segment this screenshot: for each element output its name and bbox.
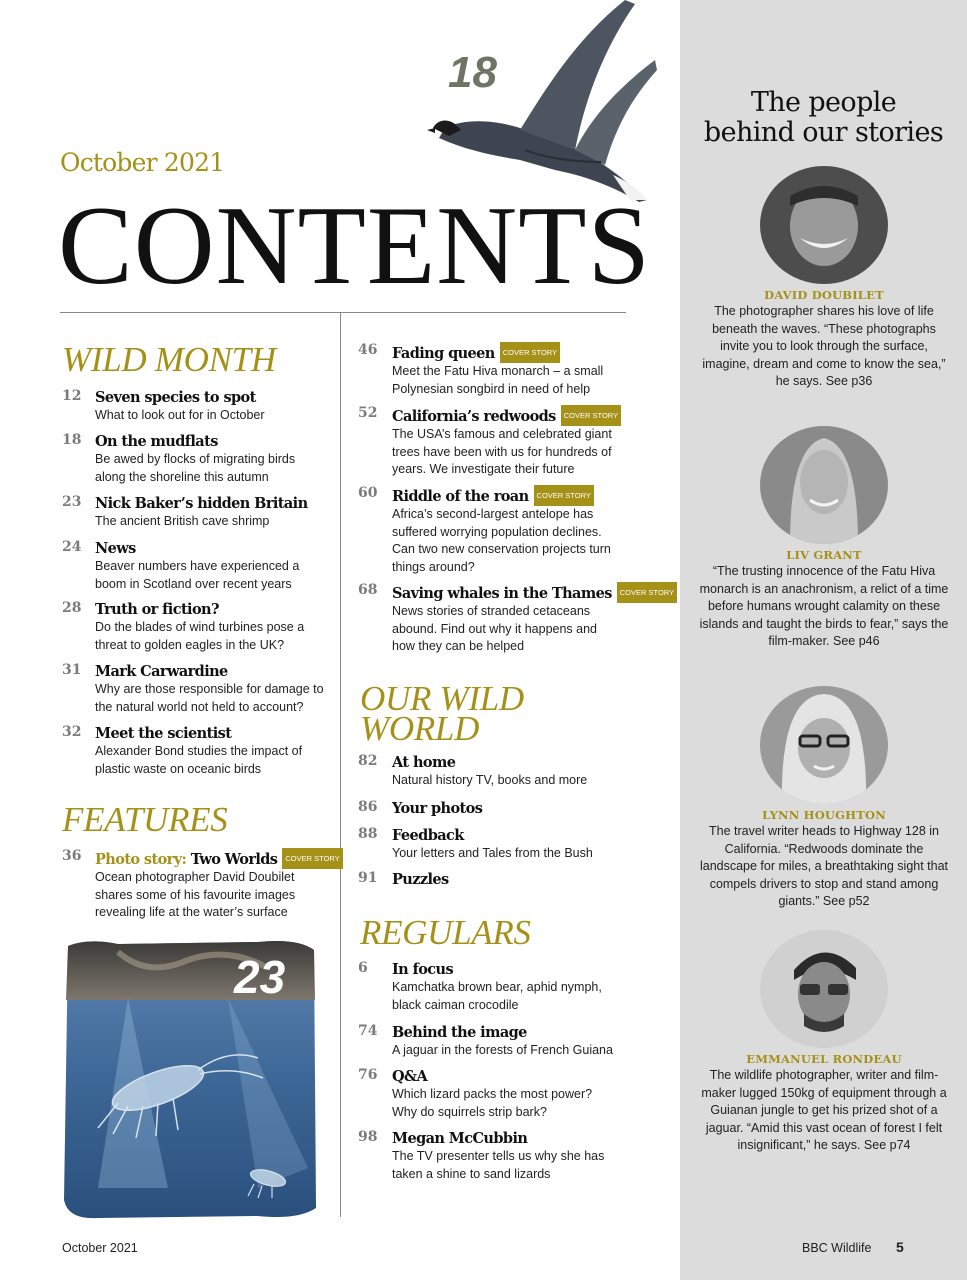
- item-title: News: [95, 540, 136, 557]
- contributor-name: EMMANUEL RONDEAU: [746, 1052, 902, 1066]
- item-page-number: 76: [358, 1067, 378, 1083]
- brent-goose-illustration: [425, 0, 665, 215]
- section-heading-our-wild-world: OUR WILD WORLD: [360, 679, 524, 748]
- contributor-card: [698, 166, 950, 391]
- section-heading-regulars: REGULARS: [360, 913, 531, 952]
- sidebar-title-line-1: The people: [750, 87, 897, 118]
- portrait-lynn-houghton: [760, 686, 888, 804]
- cover-story-badge: COVER STORY: [617, 582, 677, 603]
- footer-magazine-name: BBC Wildlife: [802, 1241, 872, 1255]
- item-description: News stories of stranded cetaceans abound. Find out why it happens and how they can be helped: [392, 604, 598, 653]
- item-title: Puzzles: [392, 871, 449, 888]
- portrait-emmanuel-rondeau: [760, 930, 888, 1048]
- cover-story-badge: COVER STORY: [500, 342, 560, 363]
- contributors-sidebar: [680, 0, 967, 1280]
- avatar: [760, 426, 888, 544]
- title-divider: [60, 312, 626, 313]
- item-title: Meet the scientist: [95, 725, 232, 742]
- footer-issue-date: October 2021: [62, 1241, 138, 1255]
- section-heading-wild-month: WILD MONTH: [62, 340, 276, 379]
- item-page-number: 6: [358, 960, 368, 976]
- item-title: California’s redwoods: [392, 408, 556, 425]
- item-page-number: 82: [358, 753, 378, 769]
- portrait-david-doubilet: [760, 166, 888, 284]
- item-description: The TV presenter tells us why she has taken a shine to sand lizards: [392, 1149, 605, 1181]
- item-page-number: 32: [62, 724, 82, 740]
- item-title: Behind the image: [392, 1024, 527, 1041]
- item-title: At home: [392, 754, 456, 771]
- item-title: Your photos: [392, 800, 483, 817]
- item-page-number: 18: [62, 432, 82, 448]
- item-description: Natural history TV, books and more: [392, 773, 588, 787]
- shrimp-page-number: 23: [234, 951, 286, 1003]
- item-title: Saving whales in the Thames: [392, 585, 612, 602]
- goose-page-number: 18: [448, 48, 497, 97]
- item-description: Alexander Bond studies the impact of plastic waste on oceanic birds: [95, 744, 303, 776]
- item-page-number: 12: [62, 388, 82, 404]
- item-page-number: 52: [358, 405, 378, 421]
- item-page-number: 98: [358, 1129, 378, 1145]
- cover-story-badge: COVER STORY: [282, 848, 342, 869]
- item-description: A jaguar in the forests of French Guiana: [392, 1043, 613, 1057]
- cover-story-badge: COVER STORY: [561, 405, 621, 426]
- item-title: Riddle of the roan: [392, 488, 529, 505]
- item-title: Two Worlds: [190, 851, 278, 868]
- item-description: Meet the Fatu Hiva monarch – a small Polynesian songbird in need of help: [392, 364, 604, 396]
- item-description: Africa’s second-largest antelope has suffered worrying population declines. Can two new conservation projects turn things around?: [392, 507, 611, 574]
- page-title: CONTENTS: [58, 184, 651, 308]
- item-title: In focus: [392, 961, 454, 978]
- item-title: Mark Carwardine: [95, 663, 228, 680]
- item-page-number: 31: [62, 662, 82, 678]
- avatar: [760, 166, 888, 284]
- contributor-name: LIV GRANT: [786, 548, 862, 562]
- item-title: Seven species to spot: [95, 389, 256, 406]
- item-page-number: 86: [358, 799, 378, 815]
- item-title: Megan McCubbin: [392, 1130, 528, 1147]
- avatar: [760, 930, 888, 1048]
- item-description: Kamchatka brown bear, aphid nymph, black caiman crocodile: [392, 980, 602, 1012]
- contributor-card: [698, 686, 950, 911]
- contributor-bio: The photographer shares his love of life beneath the waves. “These photographs invite you to look through the surface, imagine, dream and come to know the sea,” he says. See p36: [702, 304, 946, 388]
- item-page-number: 36: [62, 848, 82, 864]
- item-description: The USA’s famous and celebrated giant trees have been with us for hundreds of years. We investigate their future: [392, 427, 612, 476]
- item-title: Truth or fiction?: [95, 601, 219, 618]
- sidebar-title: [680, 88, 967, 148]
- item-page-number: 68: [358, 582, 378, 598]
- item-page-number: 46: [358, 342, 378, 358]
- item-title: On the mudflats: [95, 433, 218, 450]
- section-heading-features: FEATURES: [62, 800, 228, 839]
- item-title: Nick Baker’s hidden Britain: [95, 495, 308, 512]
- item-title: Feedback: [392, 827, 464, 844]
- item-description: Ocean photographer David Doubilet shares some of his favourite images revealing life at the water’s surface: [95, 870, 296, 919]
- item-title: Q&A: [392, 1068, 428, 1085]
- item-page-number: 28: [62, 600, 82, 616]
- item-description: Why are those responsible for damage to the natural world not held to account?: [95, 682, 324, 714]
- contributor-name: DAVID DOUBILET: [764, 288, 884, 302]
- cover-story-badge: COVER STORY: [534, 485, 594, 506]
- sidebar-title-line-2: behind our stories: [703, 117, 944, 148]
- item-description: Which lizard packs the most power? Why do squirrels strip bark?: [392, 1087, 593, 1119]
- contributor-name: LYNN HOUGHTON: [762, 808, 886, 822]
- item-page-number: 88: [358, 826, 378, 842]
- avatar: [760, 686, 888, 804]
- contributor-card: [698, 930, 950, 1155]
- column-divider: [340, 312, 341, 1217]
- item-description: What to look out for in October: [95, 408, 265, 422]
- item-page-number: 23: [62, 494, 82, 510]
- portrait-liv-grant: [760, 426, 888, 544]
- contributor-bio: The travel writer heads to Highway 128 in California. “Redwoods dominate the landscape for miles, a breathtaking sight that compels drivers to stop and stand among giants.” See p52: [699, 824, 949, 908]
- item-page-number: 91: [358, 870, 378, 886]
- item-title: Fading queen: [392, 345, 495, 362]
- contributor-card: [698, 426, 950, 651]
- item-page-number: 60: [358, 485, 378, 501]
- item-page-number: 74: [358, 1023, 378, 1039]
- item-description: Do the blades of wind turbines pose a threat to golden eagles in the UK?: [95, 620, 305, 652]
- item-description: Beaver numbers have experienced a boom in Scotland over recent years: [95, 559, 300, 591]
- contributor-bio: “The trusting innocence of the Fatu Hiva monarch is an anachronism, a relict of a time before humans wrought calamity on these islands and taught the birds to fear,” says the film-maker. See p46: [699, 564, 949, 648]
- footer-page-number: 5: [896, 1239, 904, 1255]
- contributor-bio: The wildlife photographer, writer and film-maker lugged 150kg of equipment through a Guianan jungle to get his prized shot of a jaguar. “Amid this vast ocean of forest I felt insignificant,” he says. See p74: [701, 1068, 947, 1152]
- item-description: Be awed by flocks of migrating birds along the shoreline this autumn: [95, 452, 296, 484]
- item-description: The ancient British cave shrimp: [95, 514, 270, 528]
- item-page-number: 24: [62, 539, 82, 555]
- issue-date: October 2021: [60, 148, 225, 177]
- item-description: Your letters and Tales from the Bush: [392, 846, 593, 860]
- item-title-prefix: Photo story:: [95, 851, 187, 868]
